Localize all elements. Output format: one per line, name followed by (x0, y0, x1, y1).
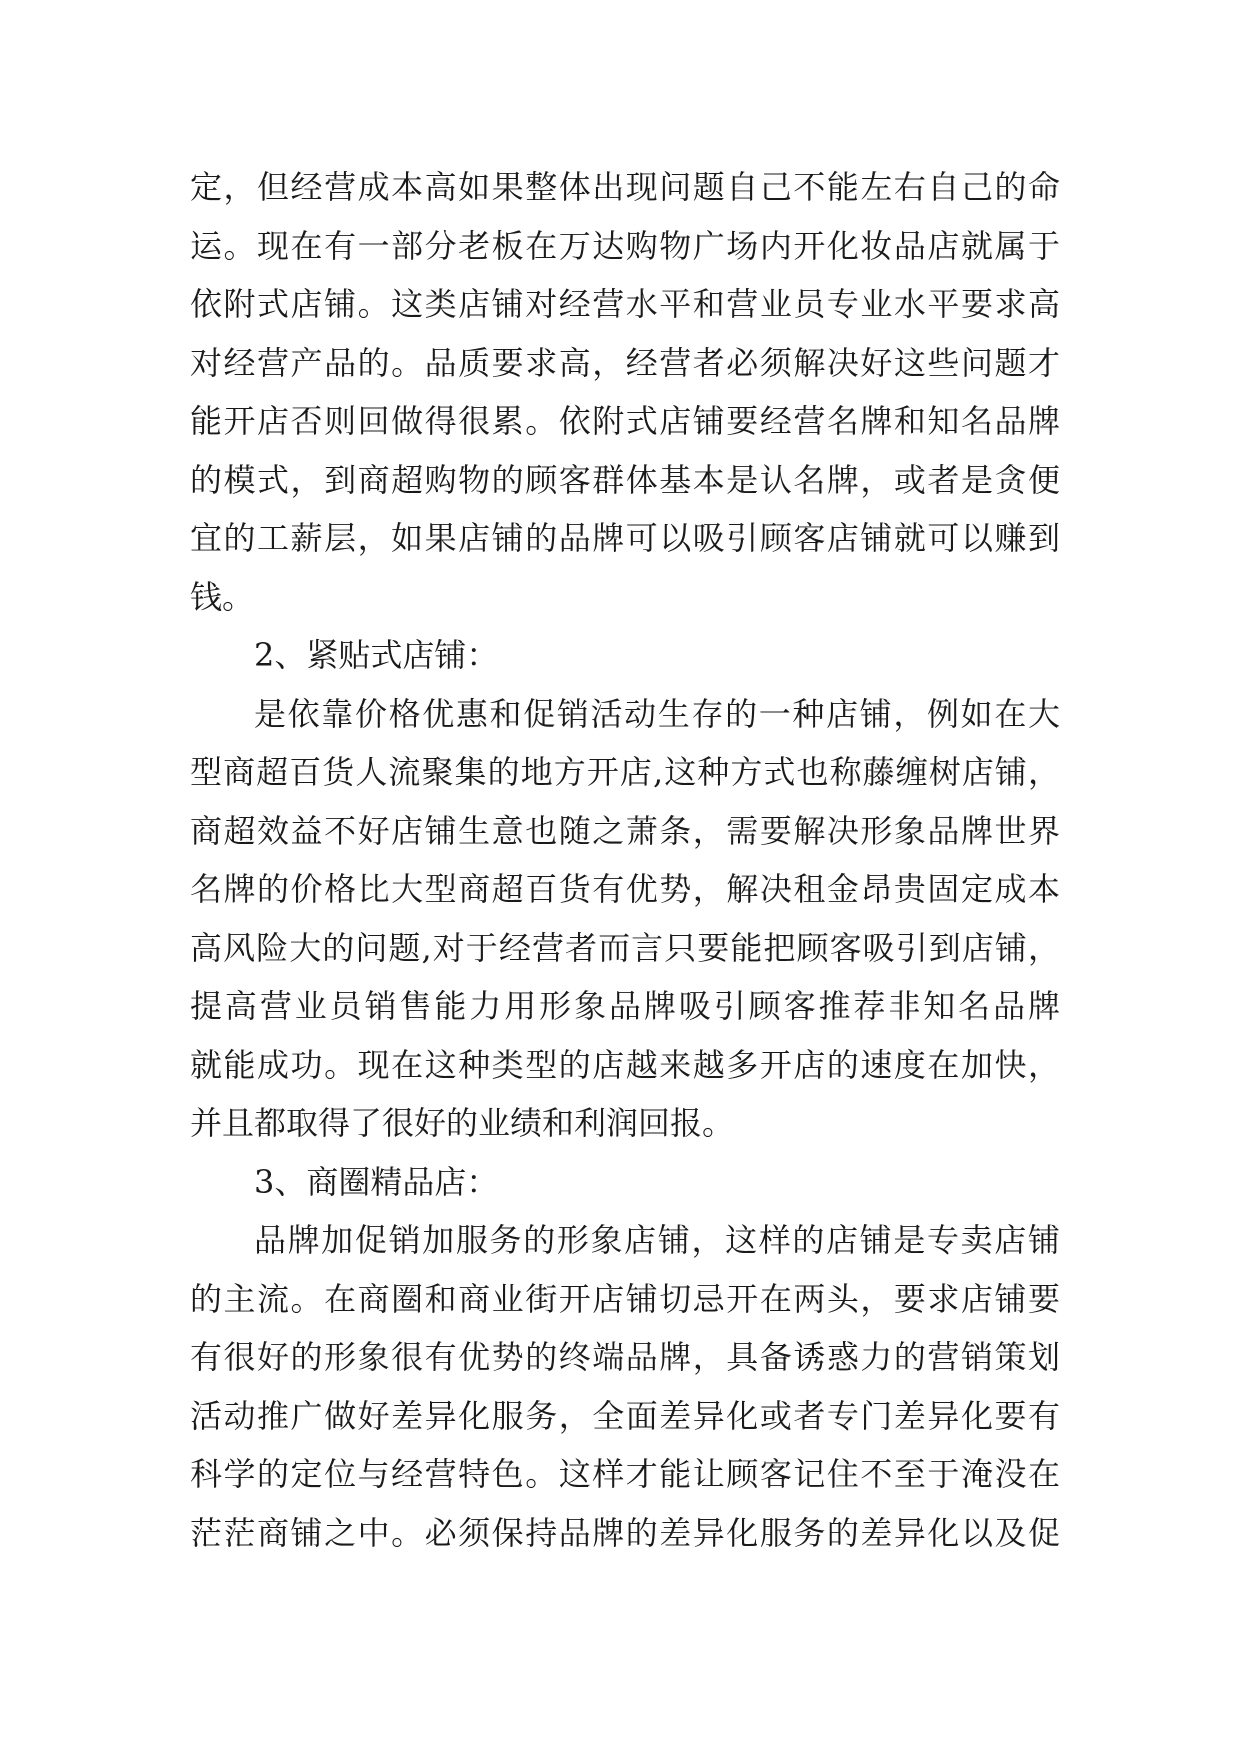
text-line: 的模式，到商超购物的顾客群体基本是认名牌，或者是贪便 (190, 460, 1060, 499)
text-line: 高风险大的问题,对于经营者而言只要能把顾客吸引到店铺， (190, 928, 1060, 967)
text-line: 活动推广做好差异化服务，全面差异化或者专门差异化要有 (190, 1396, 1060, 1435)
text-line: 提高营业员销售能力用形象品牌吸引顾客推荐非知名品牌 (190, 987, 1060, 1025)
text-line: 运。现在有一部分老板在万达购物广场内开化妆品店就属于 (190, 226, 1060, 265)
text-line: 茫茫商铺之中。必须保持品牌的差异化服务的差异化以及促 (190, 1513, 1060, 1552)
text-line: 是依靠价格优惠和促销活动生存的一种店铺，例如在大 (254, 694, 1060, 733)
text-line: 定，但经营成本高如果整体出现问题自己不能左右自己的命 (190, 168, 1060, 206)
text-line: 科学的定位与经营特色。这样才能让顾客记住不至于淹没在 (190, 1455, 1060, 1493)
text-line: 能开店否则回做得很累。依附式店铺要经营名牌和知名品牌 (190, 402, 1060, 440)
text-line: 有很好的形象很有优势的终端品牌，具备诱惑力的营销策划 (190, 1338, 1060, 1376)
text-line: 型商超百货人流聚集的地方开店,这种方式也称藤缠树店铺， (190, 753, 1060, 791)
section-heading: 2、紧贴式店铺： (254, 636, 499, 674)
text-line: 钱。 (190, 577, 255, 616)
body-text (190, 158, 1060, 1562)
text-line: 品牌加促销加服务的形象店铺，这样的店铺是专卖店铺 (254, 1221, 1060, 1259)
text-line: 就能成功。现在这种类型的店越来越多开店的速度在加快， (190, 1045, 1060, 1084)
section-heading: 3、商圈精品店： (254, 1162, 499, 1201)
text-line: 商超效益不好店铺生意也随之萧条，需要解决形象品牌世界 (190, 811, 1060, 850)
text-line: 并且都取得了很好的业绩和利润回报。 (190, 1104, 735, 1142)
text-line: 的主流。在商圈和商业街开店铺切忌开在两头，要求店铺要 (190, 1279, 1060, 1318)
text-line: 宜的工薪层，如果店铺的品牌可以吸引顾客店铺就可以赚到 (190, 519, 1060, 557)
text-line: 依附式店铺。这类店铺对经营水平和营业员专业水平要求高 (190, 285, 1060, 323)
text-line: 名牌的价格比大型商超百货有优势，解决租金昂贵固定成本 (190, 870, 1060, 908)
text-line: 对经营产品的。品质要求高，经营者必须解决好这些问题才 (190, 343, 1060, 382)
